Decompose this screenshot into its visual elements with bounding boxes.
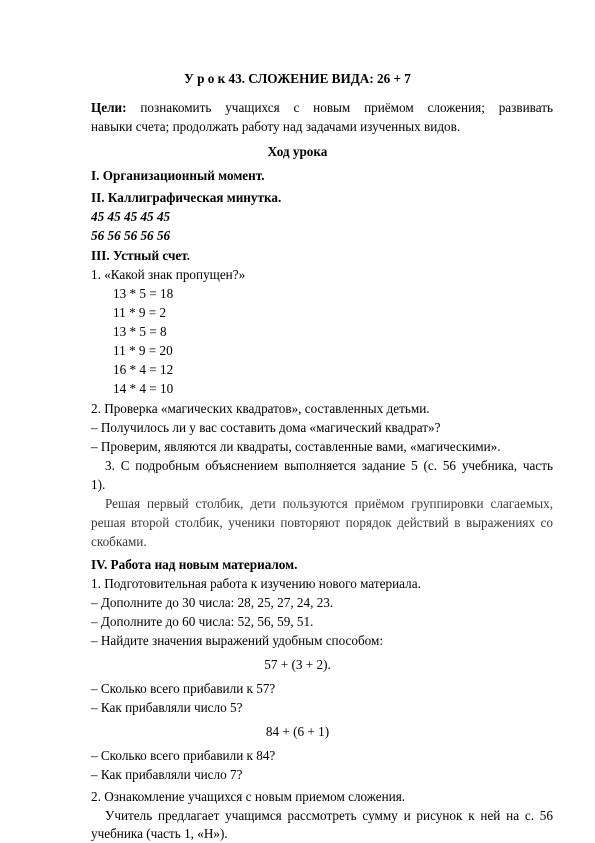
lesson-progress-heading: Ход урока <box>267 144 328 159</box>
teacher-line-2: учебника (часть 1, «Н»). <box>91 826 228 841</box>
equation-5: 16 * 4 = 12 <box>113 362 174 377</box>
preparatory-work: 1. Подготовительная работа к изучению нового материала. <box>91 576 421 591</box>
equation-1: 13 * 5 = 18 <box>113 286 174 301</box>
paragraph-columns-line-2: решая второй столбик, ученики повторяют порядок действий в выражениях со <box>91 515 553 530</box>
question-total-added-57: – Сколько всего прибавили к 57? <box>91 681 276 696</box>
section-calligraphy: II. Каллиграфическая минутка. <box>91 190 282 205</box>
question-magic-square-home: – Получилось ли у вас составить дома «магический квадрат»? <box>91 420 441 435</box>
section-oral-counting: III. Устный счет. <box>91 248 191 263</box>
equation-6: 14 * 4 = 10 <box>113 381 174 396</box>
complete-to-30: – Дополните до 30 числа: 28, 25, 27, 24, 23. <box>91 595 334 610</box>
expression-57: 57 + (3 + 2). <box>264 657 331 672</box>
question-how-added-5: – Как прибавляли число 5? <box>91 700 243 715</box>
task-3-line-1: 3. С подробным объяснением выполняется задание 5 (с. 56 учебника, часть <box>105 458 553 473</box>
goals-text-1: познакомить учащихся с новым приёмом сложения; развивать <box>140 100 553 115</box>
paragraph-columns-line-1: Решая первый столбик, дети пользуются приёмом группировки слагаемых, <box>105 496 553 511</box>
task-3-line-2: 1). <box>91 477 106 492</box>
teacher-line-1: Учитель предлагает учащимся рассмотреть сумму и рисунок к ней на с. 56 <box>105 808 553 823</box>
goals-line-2: навыки счета; продолжать работу над задачами изученных видов. <box>91 119 461 134</box>
equation-2: 11 * 9 = 2 <box>113 305 167 320</box>
question-how-added-7: – Как прибавляли число 7? <box>91 767 243 782</box>
section-new-material: IV. Работа над новым материалом. <box>91 557 298 572</box>
lesson-title <box>0 70 595 88</box>
acquaintance-new-method: 2. Ознакомление учащихся с новым приемом сложения. <box>91 789 406 804</box>
lesson-title-text: 43. СЛОЖЕНИЕ ВИДА: 26 + 7 <box>228 71 411 86</box>
expression-84: 84 + (6 + 1) <box>265 724 330 739</box>
lesson-title-prefix: У р о к <box>184 71 226 86</box>
calligraphy-line-2: 56 56 56 56 56 <box>91 228 171 243</box>
equation-3: 13 * 5 = 8 <box>113 324 167 339</box>
find-values-instruction: – Найдите значения выражений удобным способом: <box>91 633 384 648</box>
paragraph-columns-line-3: скобками. <box>91 534 147 549</box>
calligraphy-line-1: 45 45 45 45 45 <box>91 209 171 224</box>
equation-4: 11 * 9 = 20 <box>113 343 173 358</box>
section-organizational: I. Организационный момент. <box>91 168 265 183</box>
task-1-missing-sign: 1. «Какой знак пропущен?» <box>91 267 246 282</box>
task-2-magic-squares: 2. Проверка «магических квадратов», составленных детьми. <box>91 401 430 416</box>
goals-label: Цели: <box>91 100 127 115</box>
question-total-added-84: – Сколько всего прибавили к 84? <box>91 748 276 763</box>
complete-to-60: – Дополните до 60 числа: 52, 56, 59, 51. <box>91 614 314 629</box>
question-check-squares: – Проверим, являются ли квадраты, составленные вами, «магическими». <box>91 439 501 454</box>
goals-line-1 <box>91 99 553 117</box>
